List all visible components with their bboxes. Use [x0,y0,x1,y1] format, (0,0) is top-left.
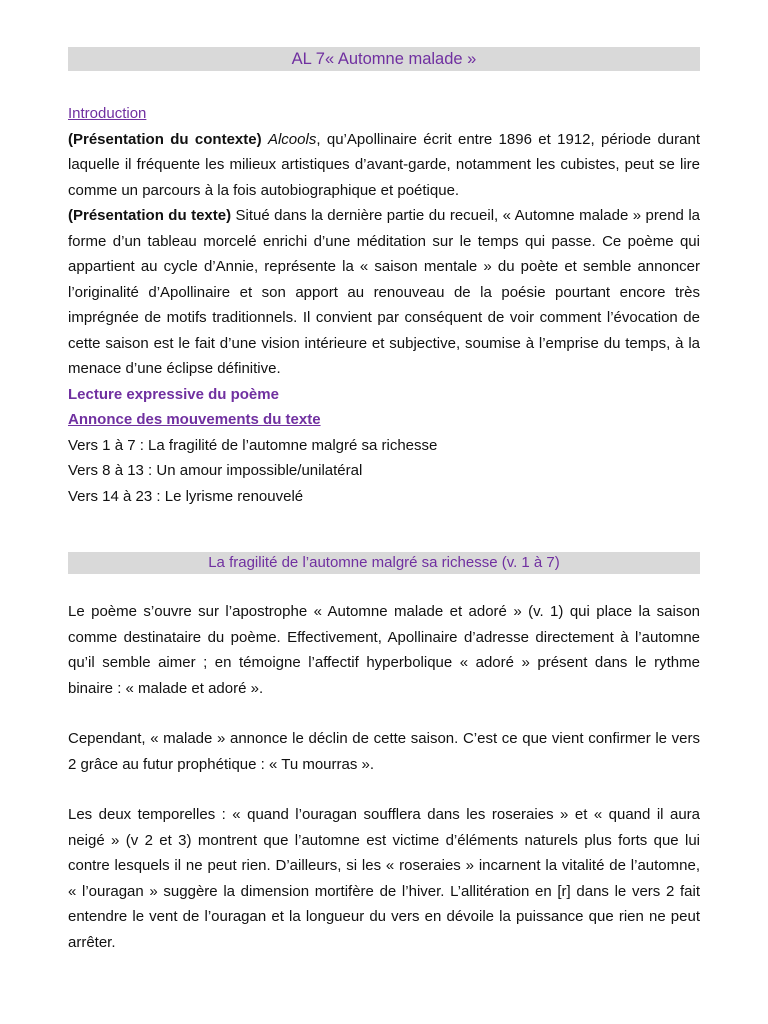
section-paragraph: Le poème s’ouvre sur l’apostrophe « Automne malade et adoré » (v. 1) qui place la saison comme destinataire du poème. Effectivement, Apollinaire d’adresse directement à l’automne qu’il semble aimer ; en témoigne l’affectif hyperbolique « adoré » présent dans le rythme binaire : « malade et adoré ». [68,603,700,697]
intro-heading-text: Introduction [68,105,147,122]
text-presentation-label: (Présentation du texte) [68,207,232,224]
document-title: AL 7« Automne malade » [68,47,700,71]
movements-heading: Annonce des mouvements du texte [68,411,321,428]
context-text: , qu’Apollinaire écrit entre 1896 et 1912, période durant laquelle il fréquente les milieux artistiques d’avant-garde, notamment les cubistes, peut se lire comme un parcours à la fois autobiographique et poétique. [68,130,700,199]
intro-heading [68,101,700,127]
context-work-title: Alcools [267,130,317,148]
context-label: (Présentation du contexte) [68,130,262,148]
movement-item: Vers 1 à 7 : La fragilité de l’automne malgré sa richesse [68,436,438,454]
section-paragraph: Cependant, « malade » annonce le déclin de cette saison. C’est ce que vient confirmer le vers 2 grâce au futur prophétique : « Tu mourras ». [68,730,700,773]
movement-item: Vers 8 à 13 : Un amour impossible/unilatéral [68,462,363,479]
section-title: La fragilité de l’automne malgré sa richesse (v. 1 à 7) [68,552,700,574]
movement-item: Vers 14 à 23 : Le lyrisme renouvelé [68,487,304,505]
text-presentation-body: Situé dans la dernière partie du recueil, « Automne malade » prend la forme d’un tableau morcelé enrichi d’une méditation sur le temps qui passe. Ce poème qui appartient au cycle d’Annie, représente la « saison mentale » du poète et semble annoncer l’originalité d’Apollinaire et son apport au renouveau de la poésie pourtant encore très imprégnée de motifs traditionnels. Il convient par conséquent de voir comment l’évocation de cette saison est le fait d’une vision intérieure et subjective, soumise à l’emprise du temps, à la menace d’une éclipse définitive. [68,207,701,377]
section-paragraph: Les deux temporelles : « quand l’ouragan soufflera dans les roseraies » et « quand il aura neigé » (v 2 et 3) montrent que l’automne est victime d’éléments naturels plus forts que lui contre lesquels il ne peut rien. D’ailleurs, si les « roseraies » incarnent la vitalité de l’automne, « l’ouragan » suggère la dimension mortifère de l’hiver. L’allitération en [r] dans le vers 2 fait entendre le vent de l’ouragan et la longueur du vers en dévoile la puissance que rien ne peut arrêter. [68,806,700,951]
context-paragraph [68,127,700,204]
document-content [68,47,700,955]
text-presentation-paragraph [68,203,700,382]
reading-heading: Lecture expressive du poème [68,385,279,403]
